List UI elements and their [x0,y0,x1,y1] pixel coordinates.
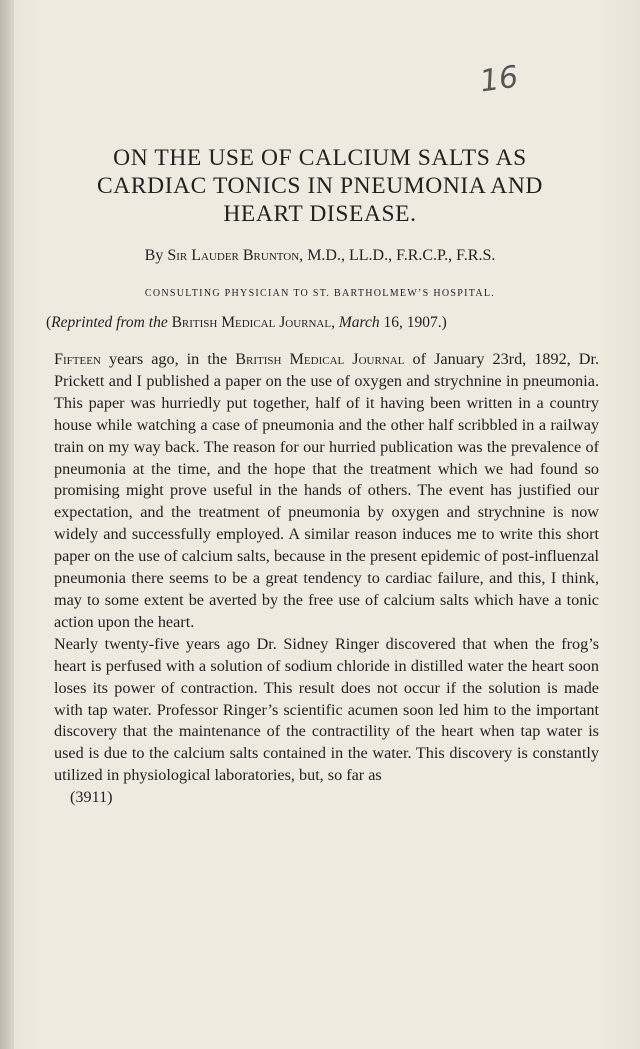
article-body [54,349,599,809]
author-name: Sir Lauder Brunton, [167,247,304,264]
author-degrees: M.D., LL.D., F.R.C.P., F.R.S. [307,247,496,264]
byline-prefix: By [144,247,164,264]
article-title [40,144,600,228]
paragraph-1-journal: British Medical Journal [235,350,405,368]
paragraph-1-text-b: of January 23rd, 1892, Dr. Prickett and I published a paper on the use of oxygen and strychnine in pneumonia. This paper was hurriedly put together, half of it having been written in a country house while watching a case of pneumonia and the other half scribbled in a railway train on my way back. The reason for our hurried publication was the prevalence of pneumonia at the time, and the hope that the treatment which we had found so promising might prove useful in the hands of others. The event has justified our expectation, and the treatment of pneumonia by oxygen and strychnine is now widely and successfully employed. A similar reason induces me to write this short paper on the use of calcium salts, because in the present epidemic of post-influenzal pneumonia there seems to be a great tendency to cardiac failure, and this, I think, may to some extent be averted by the free use of calcium salts which have a tonic action upon the heart. [54,350,600,631]
reprint-note [46,314,606,332]
paragraph-1 [54,349,599,634]
paragraph-1-text-a: years ago, in the [108,350,228,368]
title-line-1: ON THE USE OF CALCIUM SALTS AS [113,145,527,171]
title-line-2: CARDIAC TONICS IN PNEUMONIA AND [97,173,543,199]
reprint-open-paren: ( [46,314,52,331]
book-spine-shadow [0,0,14,1049]
title-line-3: HEART DISEASE. [223,201,417,227]
pencil-annotation: 16 [477,59,521,100]
reprint-label: Reprinted from [51,314,145,331]
reprint-the: the [148,314,168,331]
reprint-month: March [338,314,380,331]
author-position: CONSULTING PHYSICIAN TO ST. BARTHOLMEW’S HOSPITAL. [144,288,496,299]
reprint-journal: British Medical Journal, [171,314,335,331]
paragraph-2 [54,634,599,787]
reprint-date: 16, 1907.) [383,314,447,331]
page-number: (3911) [70,788,113,807]
paragraph-2-text: Nearly twenty-five years ago Dr. Sidney Ringer discovered that when the frog’s heart is perfused with a solution of sodium chloride in distilled water the heart soon loses its power of contraction. This result does not occur if the solution is made with tap water. Professor Ringer’s scientific acumen soon led him to the important discovery that the maintenance of the contractility of the heart when tap water is used is due to the calcium salts contained in the water. This discovery is constantly utilized in physiological laboratories, but, so far as [54,634,599,785]
paragraph-1-lead: Fifteen [54,350,101,368]
author-byline [40,247,600,265]
